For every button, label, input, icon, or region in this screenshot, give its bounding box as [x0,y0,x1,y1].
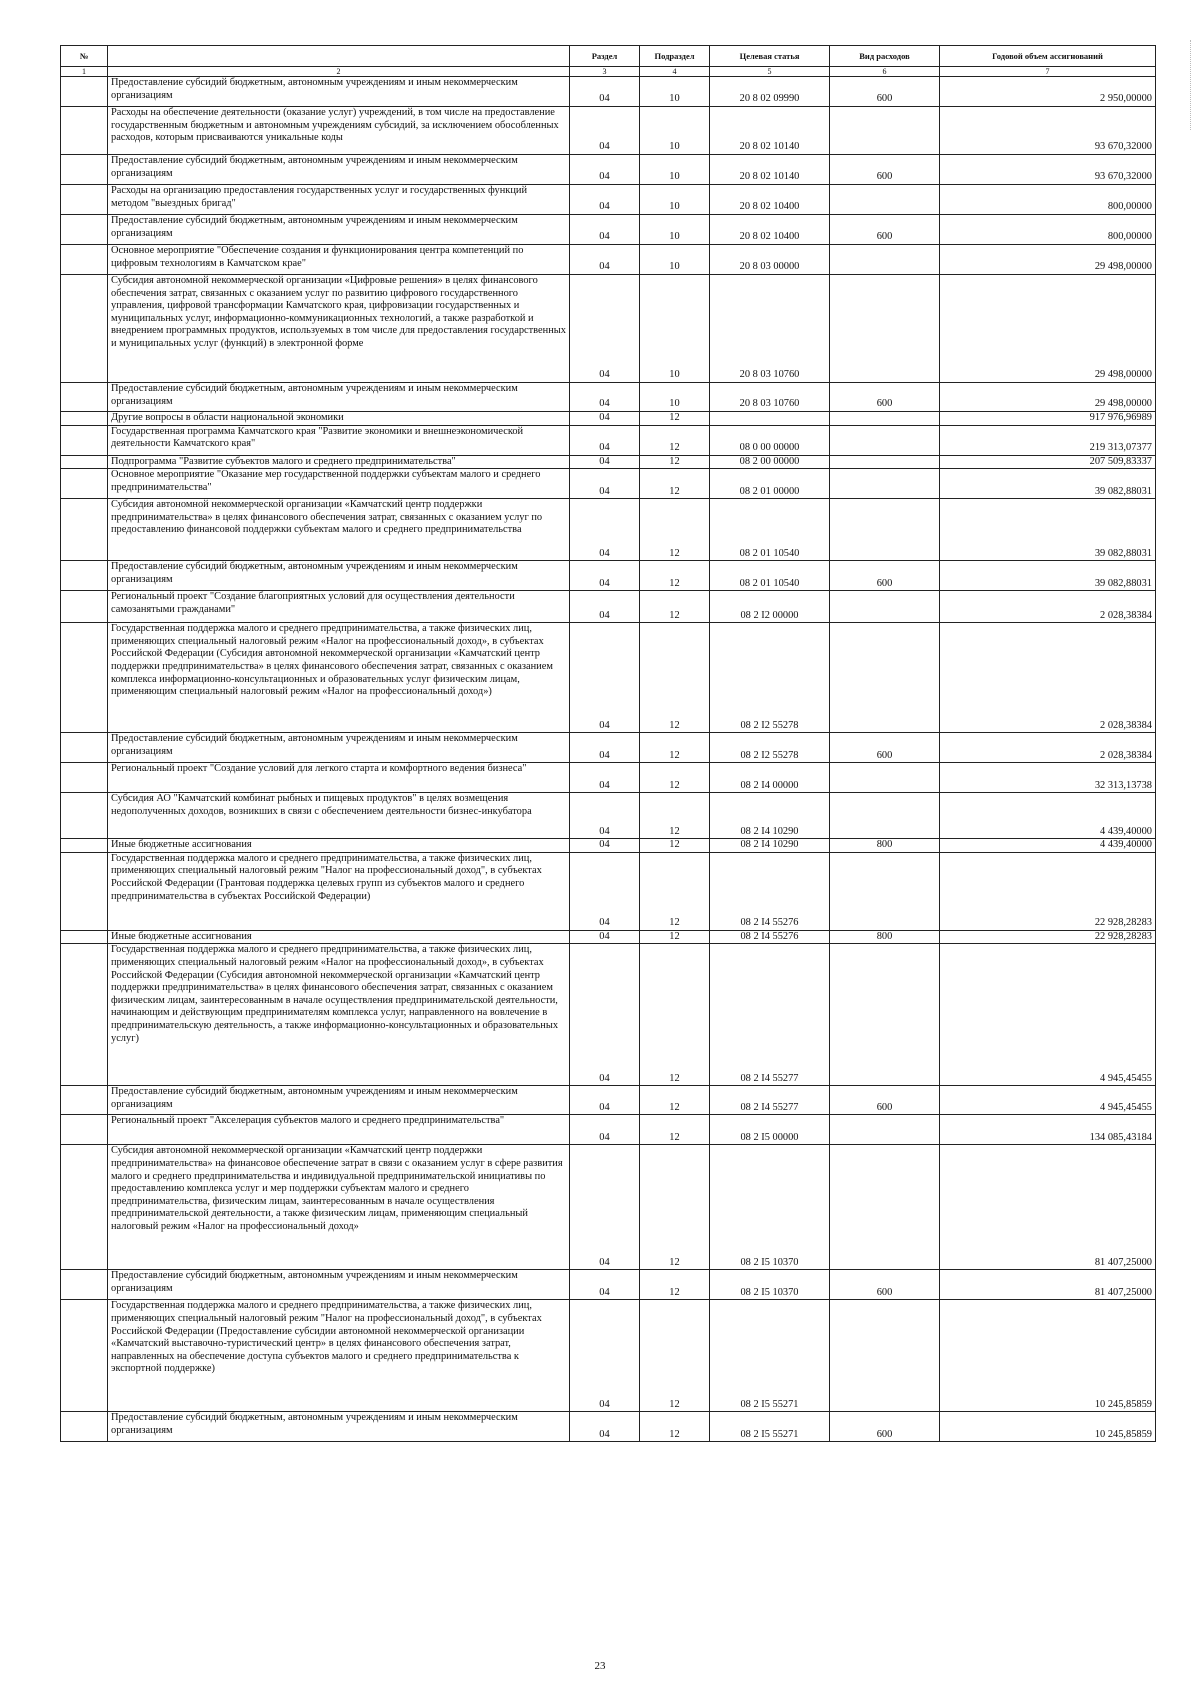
row-razdel-cell: 04 [570,245,640,275]
row-number-cell [61,185,108,215]
row-podrazdel-cell: 12 [640,455,710,469]
row-razdel-cell: 04 [570,1115,640,1145]
row-podrazdel-cell: 12 [640,591,710,623]
row-expense-type-cell [830,591,940,623]
row-sum-cell: 32 313,13738 [940,763,1156,793]
table-row [61,1115,1156,1145]
row-target-article-cell: 08 2 I4 00000 [710,763,830,793]
row-podrazdel-cell: 12 [640,561,710,591]
scan-edge-mark [1190,40,1192,130]
row-sum-cell: 81 407,25000 [940,1270,1156,1300]
row-podrazdel-cell: 10 [640,275,710,383]
row-number-cell [61,733,108,763]
column-number-row [61,67,1156,77]
row-name-cell: Предоставление субсидий бюджетным, автономным учреждениям и иным некоммерческим организациям [108,561,570,591]
row-expense-type-cell: 600 [830,733,940,763]
row-number-cell [61,1145,108,1270]
column-number: 4 [640,67,710,77]
row-expense-type-cell: 600 [830,561,940,591]
row-number-cell [61,852,108,930]
header-expense-type: Вид расходов [830,46,940,67]
column-number: 5 [710,67,830,77]
row-target-article-cell: 08 2 I5 55271 [710,1412,830,1442]
row-name-cell: Региональный проект "Акселерация субъектов малого и среднего предпринимательства" [108,1115,570,1145]
table-body [61,77,1156,1442]
row-target-article-cell: 08 2 I4 55276 [710,852,830,930]
row-name-cell: Другие вопросы в области национальной экономики [108,412,570,426]
row-number-cell [61,383,108,412]
row-number-cell [61,623,108,733]
row-sum-cell: 4 439,40000 [940,793,1156,839]
row-podrazdel-cell: 12 [640,944,710,1086]
row-expense-type-cell [830,185,940,215]
table-row [61,412,1156,426]
row-name-cell: Региональный проект "Создание условий для легкого старта и комфортного ведения бизнеса" [108,763,570,793]
table-row [61,77,1156,107]
row-target-article-cell: 08 2 I4 10290 [710,839,830,853]
row-name-cell: Основное мероприятие "Оказание мер государственной поддержки субъектам малого и среднего предпринимательства" [108,469,570,499]
table-row [61,852,1156,930]
row-number-cell [61,561,108,591]
row-razdel-cell: 04 [570,215,640,245]
row-razdel-cell: 04 [570,455,640,469]
row-number-cell [61,455,108,469]
row-expense-type-cell [830,412,940,426]
table-header-row [61,46,1156,67]
row-sum-cell: 2 950,00000 [940,77,1156,107]
header-target-article: Целевая статья [710,46,830,67]
row-name-cell: Субсидия автономной некоммерческой организации «Камчатский центр поддержки предпринимательства» в целях финансового обеспечения затрат, связанных с оказанием услуг по предоставлению финансовой поддержки субъектам малого и среднего предпринимательства [108,499,570,561]
table-row [61,944,1156,1086]
row-number-cell [61,107,108,155]
row-target-article-cell: 20 8 03 00000 [710,245,830,275]
row-razdel-cell: 04 [570,852,640,930]
row-razdel-cell: 04 [570,561,640,591]
document-page [60,45,1155,1442]
row-podrazdel-cell: 10 [640,107,710,155]
row-sum-cell: 207 509,83337 [940,455,1156,469]
row-sum-cell: 10 245,85859 [940,1300,1156,1412]
row-podrazdel-cell: 10 [640,77,710,107]
row-sum-cell: 4 945,45455 [940,944,1156,1086]
row-sum-cell: 4 439,40000 [940,839,1156,853]
row-target-article-cell: 20 8 02 10400 [710,215,830,245]
row-name-cell: Государственная поддержка малого и среднего предпринимательства, а также физических лиц, применяющих специальный налоговый режим "Налог на профессиональный доход", в субъектах Российской Федерации (Предоставление субсидии автономной некоммерческой организации «Камчатский выставочно-туристический центр» в целях финансового обеспечения затрат, направленных на обеспечение доступа субъектов малого и среднего предпринимательства к экспортной поддержке) [108,1300,570,1412]
table-row [61,591,1156,623]
row-name-cell: Государственная поддержка малого и среднего предпринимательства, а также физических лиц, применяющих специальный налоговый режим «Налог на профессиональный доход», в субъектах Российской Федерации (Субсидия автономной некоммерческой организации «Камчатский центр поддержки предпринимательства» в целях финансового обеспечения затрат, связанных с оказанием комплекса информационно-консультационных и образовательных услуг физическим лицам, применяющим специальный налоговый режим «Налог на профессиональный доход») [108,623,570,733]
row-target-article-cell: 08 2 I2 55278 [710,623,830,733]
column-number: 7 [940,67,1156,77]
row-target-article-cell: 08 2 I4 55277 [710,944,830,1086]
row-razdel-cell: 04 [570,1412,640,1442]
row-name-cell: Подпрограмма "Развитие субъектов малого и среднего предпринимательства" [108,455,570,469]
row-target-article-cell: 20 8 03 10760 [710,383,830,412]
row-target-article-cell: 08 2 I5 55271 [710,1300,830,1412]
row-target-article-cell: 20 8 02 10140 [710,107,830,155]
row-sum-cell: 93 670,32000 [940,155,1156,185]
column-number: 6 [830,67,940,77]
row-number-cell [61,77,108,107]
row-podrazdel-cell: 12 [640,763,710,793]
row-number-cell [61,469,108,499]
table-row [61,455,1156,469]
row-razdel-cell: 04 [570,1145,640,1270]
column-number: 2 [108,67,570,77]
row-number-cell [61,1300,108,1412]
row-sum-cell: 39 082,88031 [940,469,1156,499]
row-podrazdel-cell: 12 [640,1300,710,1412]
row-podrazdel-cell: 12 [640,930,710,944]
row-name-cell: Субсидия автономной некоммерческой организации «Камчатский центр поддержки предпринимательства» на финансовое обеспечение затрат в связи с оказанием услуг в сфере развития малого и среднего предпринимательства и индивидуальной предпринимательской инициативы по предоставлению комплекса услуг и мер поддержки субъектам малого и среднего предпринимательства, физическим лицам, заинтересованным в начале осуществления предпринимательской деятельности, а также физическим лицам, применяющим специальный налоговый режим «Налог на профессиональный доход» [108,1145,570,1270]
table-row [61,1086,1156,1115]
row-number-cell [61,944,108,1086]
row-target-article-cell: 08 2 I5 00000 [710,1115,830,1145]
row-name-cell: Предоставление субсидий бюджетным, автономным учреждениям и иным некоммерческим организациям [108,1086,570,1115]
table-row [61,245,1156,275]
row-number-cell [61,763,108,793]
row-name-cell: Расходы на организацию предоставления государственных услуг и государственных функций методом "выездных бригад" [108,185,570,215]
row-number-cell [61,839,108,853]
row-target-article-cell: 08 2 01 10540 [710,499,830,561]
row-name-cell: Государственная поддержка малого и среднего предпринимательства, а также физических лиц, применяющих специальный налоговый режим "Налог на профессиональный доход", в субъектах Российской Федерации (Грантовая поддержка целевых групп из субъектов малого и среднего предпринимательства в субъектах Российской Федерации) [108,852,570,930]
row-sum-cell: 29 498,00000 [940,275,1156,383]
row-expense-type-cell: 600 [830,1086,940,1115]
row-number-cell [61,412,108,426]
row-target-article-cell: 08 2 I4 10290 [710,793,830,839]
row-target-article-cell: 08 2 00 00000 [710,455,830,469]
table-row [61,930,1156,944]
row-name-cell: Субсидия автономной некоммерческой организации «Цифровые решения» в целях финансового обеспечения затрат, связанных с оказанием услуг по развитию цифрового государственного управления, цифровой трансформации Камчатского края, цифровизации государственных и муниципальных услуг, информационно-коммуникационных технологий, а также разработкой и внедрением программных продуктов, используемых в том числе для предоставления государственных и муниципальных услуг (функций) в электронной форме [108,275,570,383]
table-row [61,425,1156,455]
row-razdel-cell: 04 [570,185,640,215]
row-name-cell: Предоставление субсидий бюджетным, автономным учреждениям и иным некоммерческим организациям [108,733,570,763]
row-podrazdel-cell: 12 [640,793,710,839]
header-name [108,46,570,67]
row-name-cell: Предоставление субсидий бюджетным, автономным учреждениям и иным некоммерческим организациям [108,383,570,412]
row-target-article-cell: 08 2 I5 10370 [710,1270,830,1300]
row-number-cell [61,1115,108,1145]
row-razdel-cell: 04 [570,623,640,733]
row-podrazdel-cell: 10 [640,185,710,215]
row-expense-type-cell: 600 [830,383,940,412]
row-target-article-cell: 08 2 01 10540 [710,561,830,591]
table-row [61,1300,1156,1412]
table-row [61,383,1156,412]
row-number-cell [61,1270,108,1300]
header-annual-volume: Годовой объем ассигнований [940,46,1156,67]
table-row [61,107,1156,155]
table-row [61,561,1156,591]
row-expense-type-cell [830,1300,940,1412]
row-expense-type-cell: 600 [830,155,940,185]
row-razdel-cell: 04 [570,469,640,499]
row-target-article-cell: 08 2 I4 55277 [710,1086,830,1115]
row-sum-cell: 800,00000 [940,215,1156,245]
row-expense-type-cell: 800 [830,930,940,944]
row-target-article-cell: 20 8 02 10400 [710,185,830,215]
row-target-article-cell: 08 0 00 00000 [710,425,830,455]
row-podrazdel-cell: 12 [640,733,710,763]
row-razdel-cell: 04 [570,1300,640,1412]
row-razdel-cell: 04 [570,77,640,107]
row-razdel-cell: 04 [570,1086,640,1115]
row-expense-type-cell [830,1145,940,1270]
row-expense-type-cell: 600 [830,1412,940,1442]
row-razdel-cell: 04 [570,793,640,839]
row-podrazdel-cell: 12 [640,1086,710,1115]
row-target-article-cell [710,412,830,426]
column-number: 1 [61,67,108,77]
row-target-article-cell: 08 2 01 00000 [710,469,830,499]
row-target-article-cell: 20 8 02 09990 [710,77,830,107]
row-expense-type-cell [830,107,940,155]
row-razdel-cell: 04 [570,839,640,853]
row-podrazdel-cell: 12 [640,1270,710,1300]
row-sum-cell: 917 976,96989 [940,412,1156,426]
table-row [61,793,1156,839]
table-row [61,839,1156,853]
row-razdel-cell: 04 [570,944,640,1086]
row-expense-type-cell [830,275,940,383]
row-podrazdel-cell: 12 [640,425,710,455]
row-expense-type-cell [830,245,940,275]
row-razdel-cell: 04 [570,733,640,763]
row-target-article-cell: 20 8 02 10140 [710,155,830,185]
row-number-cell [61,793,108,839]
row-target-article-cell: 08 2 I5 10370 [710,1145,830,1270]
budget-table [60,45,1156,1442]
row-sum-cell: 22 928,28283 [940,930,1156,944]
row-expense-type-cell [830,425,940,455]
row-expense-type-cell: 600 [830,1270,940,1300]
row-razdel-cell: 04 [570,383,640,412]
header-razdel: Раздел [570,46,640,67]
row-razdel-cell: 04 [570,1270,640,1300]
row-podrazdel-cell: 12 [640,469,710,499]
row-podrazdel-cell: 12 [640,499,710,561]
row-name-cell: Основное мероприятие "Обеспечение создания и функционирования центра компетенций по цифровым технологиям в Камчатском крае" [108,245,570,275]
row-podrazdel-cell: 12 [640,852,710,930]
row-sum-cell: 29 498,00000 [940,383,1156,412]
row-podrazdel-cell: 12 [640,1412,710,1442]
table-row [61,275,1156,383]
row-sum-cell: 2 028,38384 [940,623,1156,733]
row-target-article-cell: 08 2 I4 55276 [710,930,830,944]
row-expense-type-cell [830,455,940,469]
row-name-cell: Расходы на обеспечение деятельности (оказание услуг) учреждений, в том числе на предоставление государственным бюджетным и автономным учреждениям субсидий, за исключением обособленных расходов, которым присваиваются уникальные коды [108,107,570,155]
row-expense-type-cell: 600 [830,77,940,107]
row-name-cell: Предоставление субсидий бюджетным, автономным учреждениям и иным некоммерческим организациям [108,155,570,185]
row-razdel-cell: 04 [570,425,640,455]
row-name-cell: Предоставление субсидий бюджетным, автономным учреждениям и иным некоммерческим организациям [108,1412,570,1442]
row-sum-cell: 29 498,00000 [940,245,1156,275]
row-podrazdel-cell: 10 [640,383,710,412]
row-expense-type-cell [830,623,940,733]
row-expense-type-cell: 600 [830,215,940,245]
row-razdel-cell: 04 [570,107,640,155]
row-podrazdel-cell: 12 [640,412,710,426]
row-name-cell: Государственная программа Камчатского края "Развитие экономики и внешнеэкономической деятельности Камчатского края" [108,425,570,455]
row-target-article-cell: 20 8 03 10760 [710,275,830,383]
row-podrazdel-cell: 10 [640,215,710,245]
row-expense-type-cell [830,1115,940,1145]
table-row [61,499,1156,561]
row-target-article-cell: 08 2 I2 55278 [710,733,830,763]
row-name-cell: Предоставление субсидий бюджетным, автономным учреждениям и иным некоммерческим организациям [108,215,570,245]
row-number-cell [61,155,108,185]
row-number-cell [61,425,108,455]
row-expense-type-cell: 800 [830,839,940,853]
table-row [61,1412,1156,1442]
row-sum-cell: 22 928,28283 [940,852,1156,930]
row-sum-cell: 10 245,85859 [940,1412,1156,1442]
row-expense-type-cell [830,499,940,561]
row-sum-cell: 93 670,32000 [940,107,1156,155]
row-podrazdel-cell: 12 [640,623,710,733]
row-number-cell [61,1412,108,1442]
table-row [61,763,1156,793]
table-row [61,469,1156,499]
row-name-cell: Иные бюджетные ассигнования [108,839,570,853]
row-sum-cell: 800,00000 [940,185,1156,215]
row-sum-cell: 39 082,88031 [940,561,1156,591]
row-expense-type-cell [830,763,940,793]
column-number: 3 [570,67,640,77]
row-sum-cell: 4 945,45455 [940,1086,1156,1115]
row-name-cell: Субсидия АО "Камчатский комбинат рыбных и пищевых продуктов" в целях возмещения недополученных доходов, возникших в связи с обеспечением деятельности бизнес-инкубатора [108,793,570,839]
row-number-cell [61,245,108,275]
row-name-cell: Государственная поддержка малого и среднего предпринимательства, а также физических лиц, применяющих специальный налоговый режим «Налог на профессиональный доход», в субъектах Российской Федерации (Субсидия автономной некоммерческой организации «Камчатский центр поддержки предпринимательства» в целях финансового обеспечения затрат, связанных с оказанием физическим лицам, заинтересованным в начале осуществления предпринимательской деятельности, начинающим и действующим предпринимателям комплекса услуг, направленного на вовлечение в предпринимательскую деятельность, а также информационно-консультационных и образовательных услуг) [108,944,570,1086]
row-sum-cell: 219 313,07377 [940,425,1156,455]
row-podrazdel-cell: 10 [640,155,710,185]
row-podrazdel-cell: 10 [640,245,710,275]
row-name-cell: Иные бюджетные ассигнования [108,930,570,944]
row-expense-type-cell [830,944,940,1086]
row-sum-cell: 2 028,38384 [940,591,1156,623]
table-row [61,733,1156,763]
row-name-cell: Предоставление субсидий бюджетным, автономным учреждениям и иным некоммерческим организациям [108,1270,570,1300]
row-sum-cell: 2 028,38384 [940,733,1156,763]
table-row [61,623,1156,733]
row-number-cell [61,275,108,383]
row-number-cell [61,930,108,944]
header-podrazdel: Подраздел [640,46,710,67]
row-sum-cell: 39 082,88031 [940,499,1156,561]
table-row [61,215,1156,245]
row-sum-cell: 134 085,43184 [940,1115,1156,1145]
row-number-cell [61,499,108,561]
page-number: 23 [594,1660,606,1672]
row-number-cell [61,591,108,623]
row-target-article-cell: 08 2 I2 00000 [710,591,830,623]
row-expense-type-cell [830,469,940,499]
row-razdel-cell: 04 [570,499,640,561]
row-sum-cell: 81 407,25000 [940,1145,1156,1270]
row-razdel-cell: 04 [570,155,640,185]
table-row [61,1145,1156,1270]
row-podrazdel-cell: 12 [640,1145,710,1270]
row-expense-type-cell [830,852,940,930]
row-expense-type-cell [830,793,940,839]
row-name-cell: Региональный проект "Создание благоприятных условий для осуществления деятельности самозанятыми гражданами" [108,591,570,623]
row-podrazdel-cell: 12 [640,1115,710,1145]
row-razdel-cell: 04 [570,275,640,383]
table-row [61,1270,1156,1300]
row-number-cell [61,215,108,245]
row-razdel-cell: 04 [570,763,640,793]
header-number: № [61,46,108,67]
row-podrazdel-cell: 12 [640,839,710,853]
row-name-cell: Предоставление субсидий бюджетным, автономным учреждениям и иным некоммерческим организациям [108,77,570,107]
table-row [61,155,1156,185]
row-razdel-cell: 04 [570,930,640,944]
row-razdel-cell: 04 [570,412,640,426]
table-row [61,185,1156,215]
row-number-cell [61,1086,108,1115]
row-razdel-cell: 04 [570,591,640,623]
